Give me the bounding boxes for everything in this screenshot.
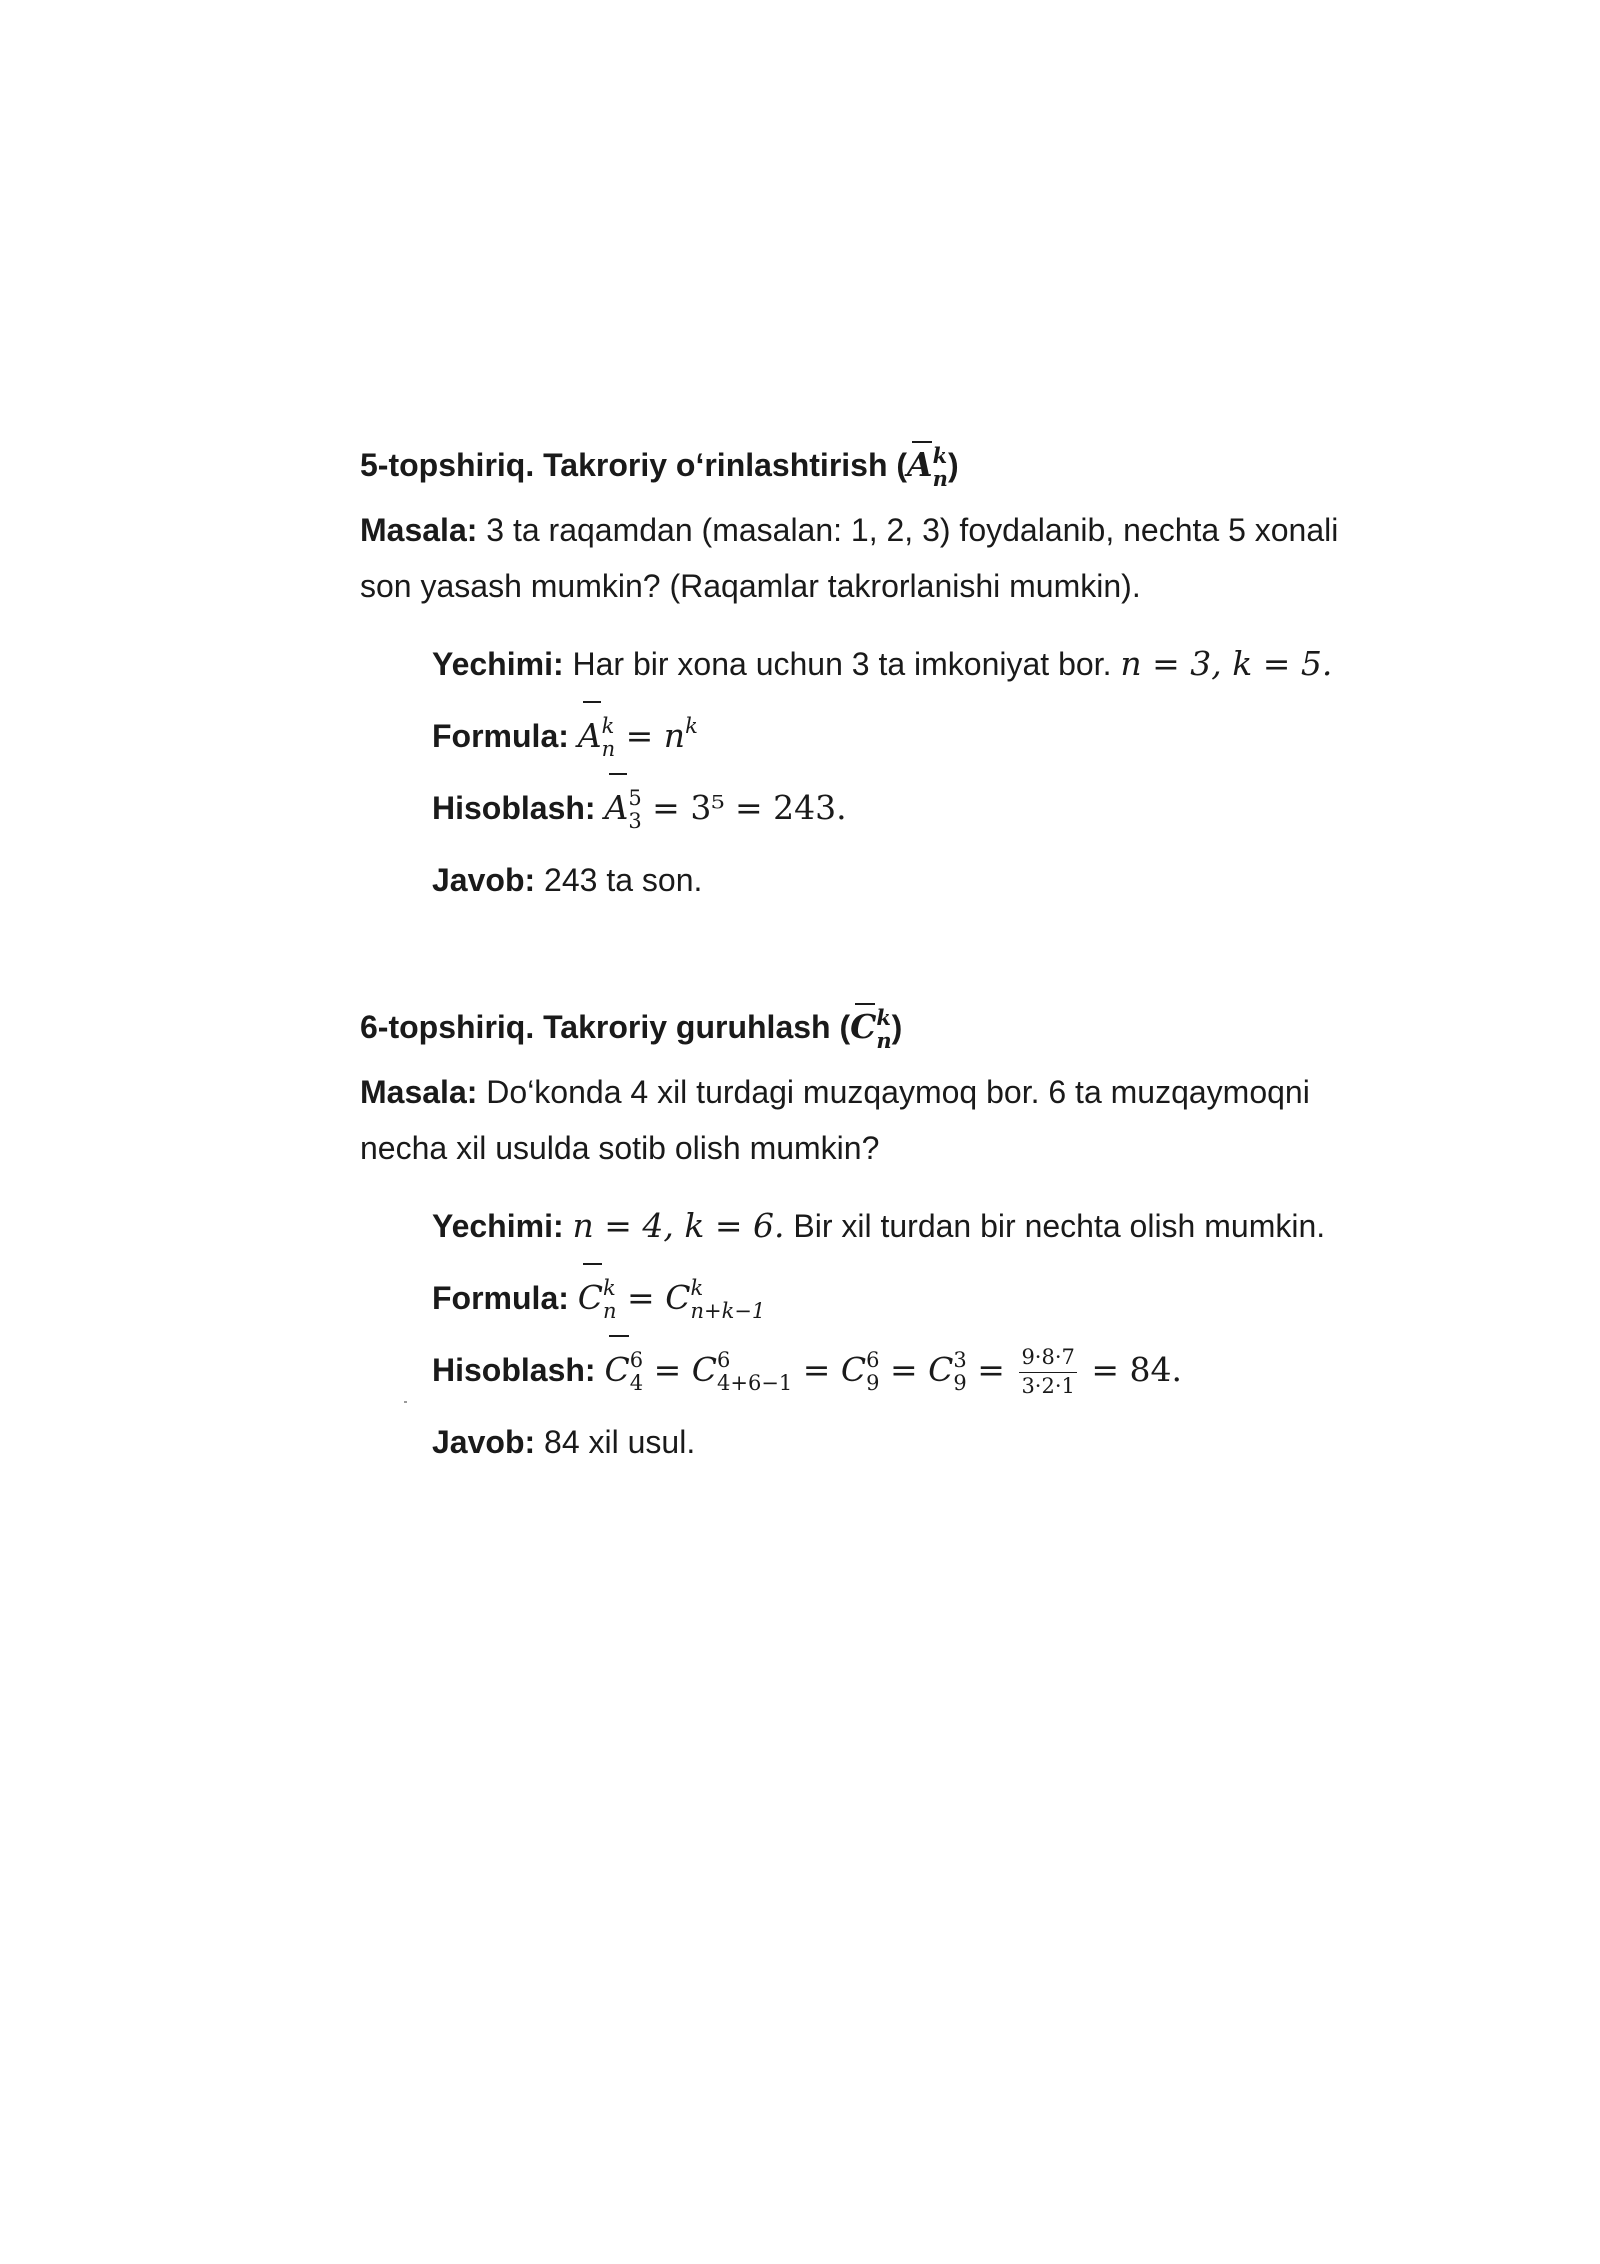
heading-formula-a-bar: A k n xyxy=(907,445,948,484)
task-6-problem: Masala: Do‘konda 4 xil turdagi muzqaymoq bor. 6 ta muzqaymoqni necha xil usulda sotib olish mumkin? xyxy=(360,1074,1310,1166)
task-5-heading: 5-topshiriq. Takroriy o‘rinlashtirish (A k n ) xyxy=(360,440,1360,490)
formula-expression: C k n = C k n+k−1 xyxy=(578,1278,765,1317)
task-5-section xyxy=(360,440,1360,916)
task-6-solution: Yechimi: n = 4, k = 6. Bir xil turdan bir nechta olish mumkin. xyxy=(432,1206,1326,1245)
task-5-steps xyxy=(432,628,1360,916)
formula-expression: A k n = n k xyxy=(578,716,698,755)
task-5-answer: Javob: 243 ta son. xyxy=(432,862,703,898)
task-5-solution: Yechimi: Har bir xona uchun 3 ta imkoniyat bor. n = 3, k = 5. xyxy=(432,644,1333,683)
task-5-calculation: Hisoblash: A 5 3 = 3⁵ = 243. xyxy=(432,772,1360,844)
heading-formula-c-bar: C k n xyxy=(850,1007,892,1046)
fraction: $\frac{9\cdot 8\cdot 7}{3\cdot 2\cdot 1}$ xyxy=(1021,1345,1075,1398)
stray-mark xyxy=(404,1401,407,1403)
task-6-answer: Javob: 84 xil usul. xyxy=(432,1424,696,1460)
task-6-section xyxy=(360,1002,1360,1478)
task-6-formula: Formula: C k n = C k n+k−1 xyxy=(432,1262,1360,1334)
calculation-expression: C 6 4 = C 6 4+6−1 = C 6 9 = C 3 9 = $\frac{9\cdot 8\cdot 7}{3\cdot 2\cdot 1}$ = 84. xyxy=(604,1350,1182,1389)
task-6-calculation: Hisoblash: C 6 4 = C 6 4+6−1 = C 6 9 = C 3 9 = $\frac{9\cdot 8\cdot 7}{3\cdot 2\cdot 1}$ = 84. xyxy=(432,1334,1360,1406)
task-6-steps xyxy=(432,1190,1360,1478)
task-5-formula: Formula: A k n = n k xyxy=(432,700,1360,772)
calculation-expression: A 5 3 = 3⁵ = 243. xyxy=(604,788,846,827)
task-6-heading: 6-topshiriq. Takroriy guruhlash (C k n ) xyxy=(360,1002,1360,1052)
task-5-problem: Masala: 3 ta raqamdan (masalan: 1, 2, 3) foydalanib, nechta 5 xonali son yasash mumkin? (Raqamlar takrorlanishi mumkin). xyxy=(360,512,1339,604)
